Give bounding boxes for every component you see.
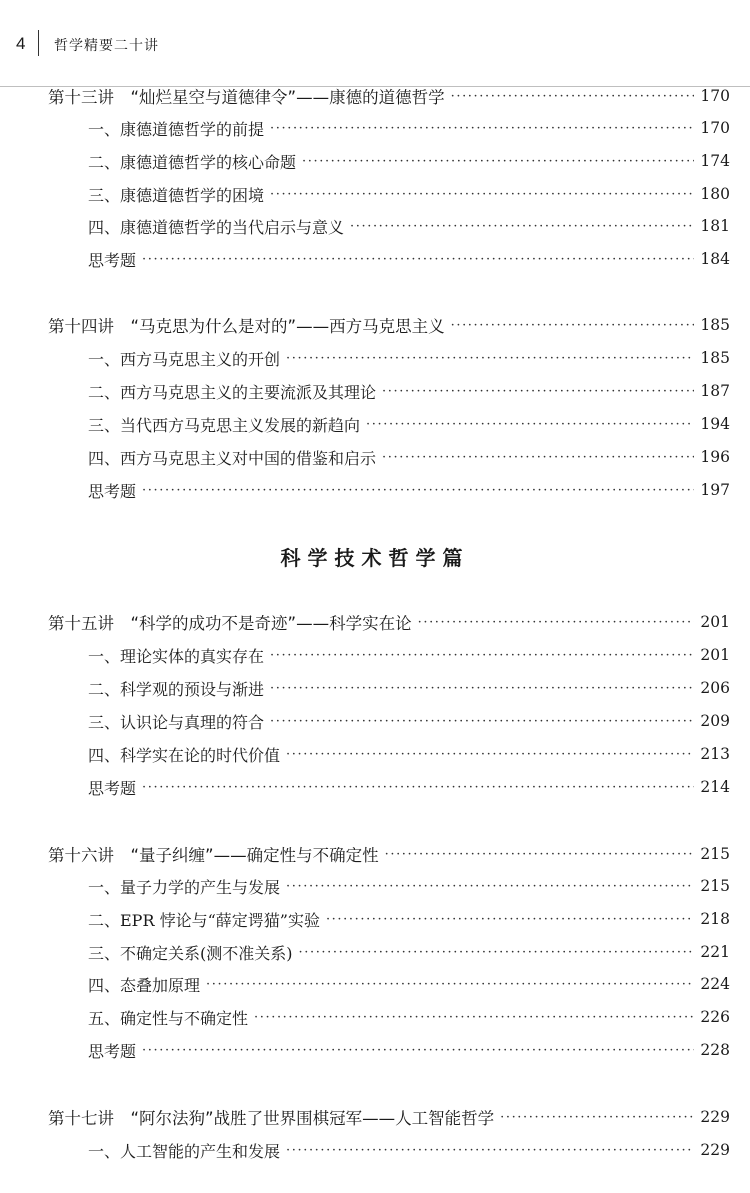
toc-chapter-entry — [48, 838, 730, 870]
section-title: 一、量子力学的产生与发展 — [88, 877, 281, 897]
section-title: 一、康德道德哲学的前提 — [88, 119, 265, 139]
section-title: 一、人工智能的产生和发展 — [88, 1141, 281, 1161]
dot-leader — [270, 648, 694, 663]
page-ref: 196 — [700, 448, 730, 466]
section-title: 思考题 — [88, 481, 137, 501]
page-ref: 213 — [700, 745, 730, 763]
section-title: 思考题 — [88, 250, 137, 270]
page-ref: 185 — [700, 349, 730, 367]
chapter-title: 第十五讲 “科学的成功不是奇迹”——科学实在论 — [48, 614, 412, 633]
chapter-title: 第十六讲 “量子纠缠”——确定性与不确定性 — [48, 846, 379, 865]
page-ref: 209 — [700, 712, 730, 730]
section-title: 二、科学观的预设与渐进 — [88, 679, 265, 699]
page-ref: 174 — [700, 152, 730, 170]
section-title: 二、EPR 悖论与“薛定谔猫”实验 — [88, 910, 320, 930]
dot-leader — [286, 879, 694, 894]
page-ref: 197 — [700, 481, 730, 499]
page-ref: 187 — [700, 382, 730, 400]
toc-chapter-entry — [48, 1101, 730, 1133]
dot-leader — [286, 351, 694, 366]
chapter-title: 第十七讲 “阿尔法狗”战胜了世界围棋冠军——人工智能哲学 — [48, 1109, 495, 1128]
page-ref: 170 — [700, 87, 730, 105]
dot-leader — [382, 450, 694, 465]
chapter-title: 第十三讲 “灿烂星空与道德律令”——康德的道德哲学 — [48, 88, 445, 107]
toc-chapter-entry — [48, 606, 730, 638]
page-ref: 229 — [700, 1141, 730, 1159]
dot-leader — [206, 977, 694, 992]
section-title: 一、理论实体的真实存在 — [88, 646, 265, 666]
dot-leader — [142, 483, 694, 498]
section-title: 四、康德道德哲学的当代启示与意义 — [88, 217, 345, 237]
page-ref: 215 — [700, 845, 730, 863]
toc-section-entry — [88, 375, 730, 407]
page-ref: 194 — [700, 415, 730, 433]
section-title: 四、科学实在论的时代价值 — [88, 745, 281, 765]
page-ref: 201 — [700, 646, 730, 664]
section-title: 三、不确定关系(测不准关系) — [88, 943, 293, 963]
section-title: 三、康德道德哲学的困境 — [88, 185, 265, 205]
section-title: 三、认识论与真理的符合 — [88, 712, 265, 732]
dot-leader — [270, 681, 694, 696]
section-title: 一、西方马克思主义的开创 — [88, 349, 281, 369]
dot-leader — [270, 187, 694, 202]
dot-leader — [451, 318, 695, 333]
toc-chapter-entry — [48, 309, 730, 341]
section-title: 二、康德道德哲学的核心命题 — [88, 152, 297, 172]
page-header — [0, 0, 750, 87]
page-ref: 170 — [700, 119, 730, 137]
toc-section-entry — [88, 243, 730, 275]
dot-leader — [286, 1143, 694, 1158]
dot-leader — [270, 714, 694, 729]
toc-section-entry — [88, 145, 730, 177]
page-number: 4 — [16, 34, 26, 53]
page-ref: 185 — [700, 316, 730, 334]
toc-section-entry — [88, 408, 730, 440]
toc-section-entry — [88, 342, 730, 374]
section-title: 二、西方马克思主义的主要流派及其理论 — [88, 382, 377, 402]
page-ref: 221 — [700, 943, 730, 961]
section-title: 四、态叠加原理 — [88, 975, 201, 995]
page-ref: 226 — [700, 1008, 730, 1026]
dot-leader — [254, 1010, 694, 1025]
section-title: 思考题 — [88, 778, 137, 798]
toc-section-entry — [88, 210, 730, 242]
toc-section-entry — [88, 870, 730, 902]
dot-leader — [299, 945, 695, 960]
page-ref: 228 — [700, 1041, 730, 1059]
page-ref: 181 — [700, 217, 730, 235]
header-divider — [38, 30, 39, 56]
page-ref: 218 — [700, 910, 730, 928]
dot-leader — [500, 1110, 694, 1125]
page-ref: 184 — [700, 250, 730, 268]
dot-leader — [270, 121, 694, 136]
page-ref: 180 — [700, 185, 730, 203]
toc-section-entry — [88, 672, 730, 704]
page-ref: 214 — [700, 778, 730, 796]
chapter-title: 第十四讲 “马克思为什么是对的”——西方马克思主义 — [48, 317, 445, 336]
dot-leader — [385, 847, 695, 862]
dot-leader — [142, 252, 694, 267]
toc-section-entry — [88, 968, 730, 1000]
dot-leader — [418, 615, 695, 630]
toc-section-entry — [88, 936, 730, 968]
toc-section-entry — [88, 903, 730, 935]
dot-leader — [350, 219, 694, 234]
dot-leader — [382, 384, 694, 399]
toc-section-entry — [88, 738, 730, 770]
toc-section-entry — [88, 771, 730, 803]
toc-section-entry — [88, 441, 730, 473]
page-ref: 229 — [700, 1108, 730, 1126]
toc-section-entry — [88, 474, 730, 506]
section-title: 思考题 — [88, 1041, 137, 1061]
page-ref: 201 — [700, 613, 730, 631]
dot-leader — [326, 912, 694, 927]
section-title: 三、当代西方马克思主义发展的新趋向 — [88, 415, 361, 435]
toc-chapter-entry — [48, 80, 730, 112]
section-title: 五、确定性与不确定性 — [88, 1008, 249, 1028]
toc-section-entry — [88, 178, 730, 210]
toc-section-entry — [88, 639, 730, 671]
page-ref: 215 — [700, 877, 730, 895]
dot-leader — [286, 747, 694, 762]
dot-leader — [302, 154, 694, 169]
toc-section-entry — [88, 705, 730, 737]
toc-section-entry — [88, 112, 730, 144]
section-title: 四、西方马克思主义对中国的借鉴和启示 — [88, 448, 377, 468]
dot-leader — [142, 780, 694, 795]
page-ref: 224 — [700, 975, 730, 993]
toc-section-entry — [88, 1034, 730, 1066]
part-title: 科学技术哲学篇 — [280, 546, 470, 570]
dot-leader — [366, 417, 694, 432]
book-title: 哲学精要二十讲 — [54, 38, 159, 54]
page-ref: 206 — [700, 679, 730, 697]
toc-section-entry — [88, 1001, 730, 1033]
dot-leader — [142, 1043, 694, 1058]
toc-section-entry — [88, 1134, 730, 1166]
dot-leader — [451, 89, 695, 104]
